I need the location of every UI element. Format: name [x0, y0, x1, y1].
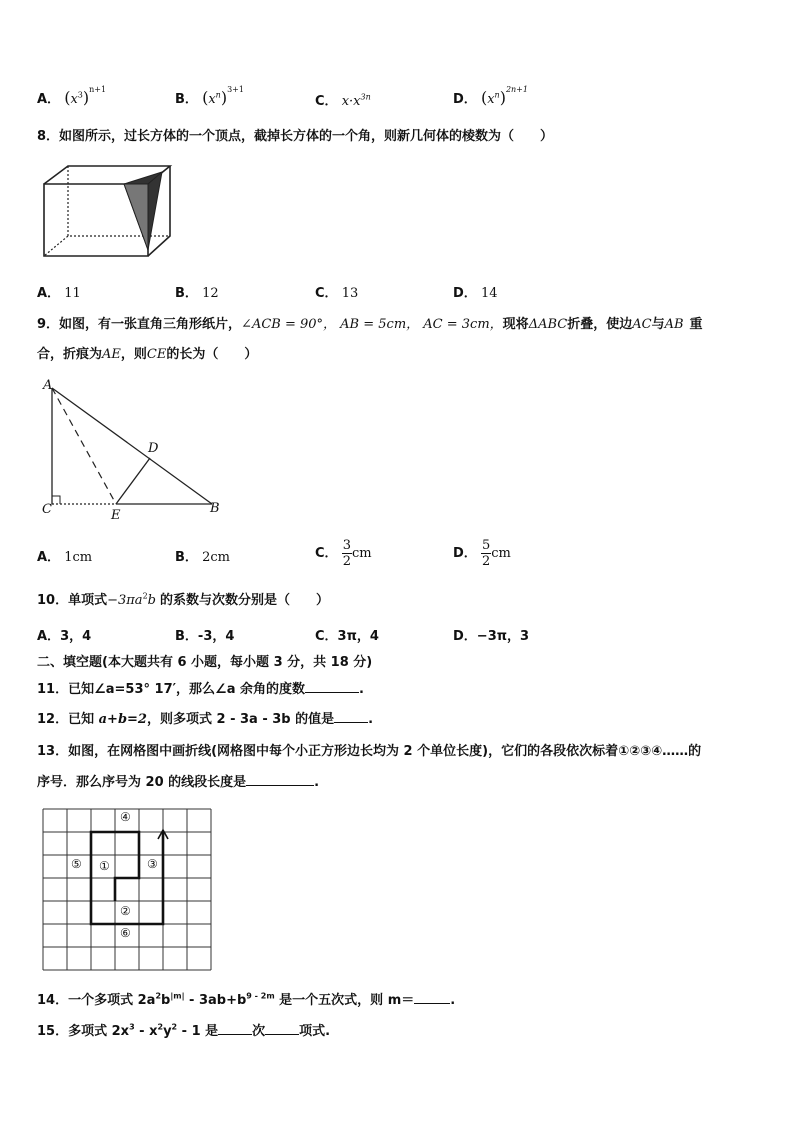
answer-blank [305, 680, 359, 693]
q7-option-d: D． $(x^n)^{2n+1}$ [453, 84, 528, 107]
label-e: E [111, 508, 121, 523]
q12-question: 12．已知 a+b=2，则多项式 2 - 3a - 3b 的值是 . [37, 712, 374, 727]
grid-figure [40, 806, 216, 972]
triangle-figure [36, 374, 236, 524]
answer-blank [246, 773, 314, 786]
grid-label-six: ⑥ [120, 926, 131, 940]
answer-blank [334, 710, 368, 723]
q9-line2: 合，折痕为AE，则CE的长为（ ） [37, 347, 258, 362]
q10-question: 10．单项式$-3\pi a^2b$ 的系数与次数分别是（ ） [37, 591, 329, 608]
label-a: A [43, 378, 53, 393]
label-d: D [148, 441, 159, 456]
label-c: C [42, 502, 52, 517]
cuboid-figure [40, 160, 180, 260]
q7-option-b: B． $(x^n)^{3+1}$ [175, 84, 244, 107]
q14-question: 14．一个多项式 $2a^2b^{|m|} - 3ab+b^{9 - 2m}$ 是一个五次式，则 m＝ . [37, 991, 456, 1008]
label-b: B [210, 501, 220, 516]
section-heading: 二、填空题(本大题共有 6 小题，每小题 3 分，共 18 分) [37, 655, 373, 670]
q11-question: 11．已知∠a=53° 17′，那么∠a 余角的度数 . [37, 682, 364, 697]
answer-blank [265, 1022, 299, 1035]
q9-line1: 9．如图，有一张直角三角形纸片，∠ACB = 90°， AB = 5cm， AC = 3cm，现将ΔABC折叠，使边AC与AB 重 [37, 317, 703, 332]
math-base: x [70, 92, 78, 107]
answer-blank [218, 1022, 252, 1035]
q15-question: 15．多项式 $2x^3 - x^2y^2 - 1$ 是 次 项式. [37, 1022, 331, 1039]
grid-label-three: ③ [147, 857, 158, 871]
grid-label-two: ② [120, 904, 131, 918]
option-letter: A． [37, 92, 61, 107]
q13-line2: 序号．那么序号为 20 的线段长度是 . [37, 775, 320, 790]
q7-option-a: A． $(x^3)^{n+1}$ [37, 84, 107, 107]
grid-label-one: ① [99, 859, 110, 873]
q7-option-c: C． $x\cdot x^{3n}$ [315, 92, 371, 109]
q13-line1: 13．如图，在网格图中画折线(网格图中每个小正方形边长均为 2 个单位长度)，它们的各段依次标着①②③④……的 [37, 744, 702, 759]
answer-blank [414, 991, 450, 1004]
q8-question: 8．如图所示，过长方体的一个顶点，截掉长方体的一个角，则新几何体的棱数为（ ） [37, 129, 554, 144]
grid-label-four: ④ [120, 810, 131, 824]
q9-options: A． 1cm B． 2cm C． $\frac{3}{2}$ cm D． $\frac{5}{2}$ cm [37, 538, 511, 569]
grid-label-five: ⑤ [71, 857, 82, 871]
